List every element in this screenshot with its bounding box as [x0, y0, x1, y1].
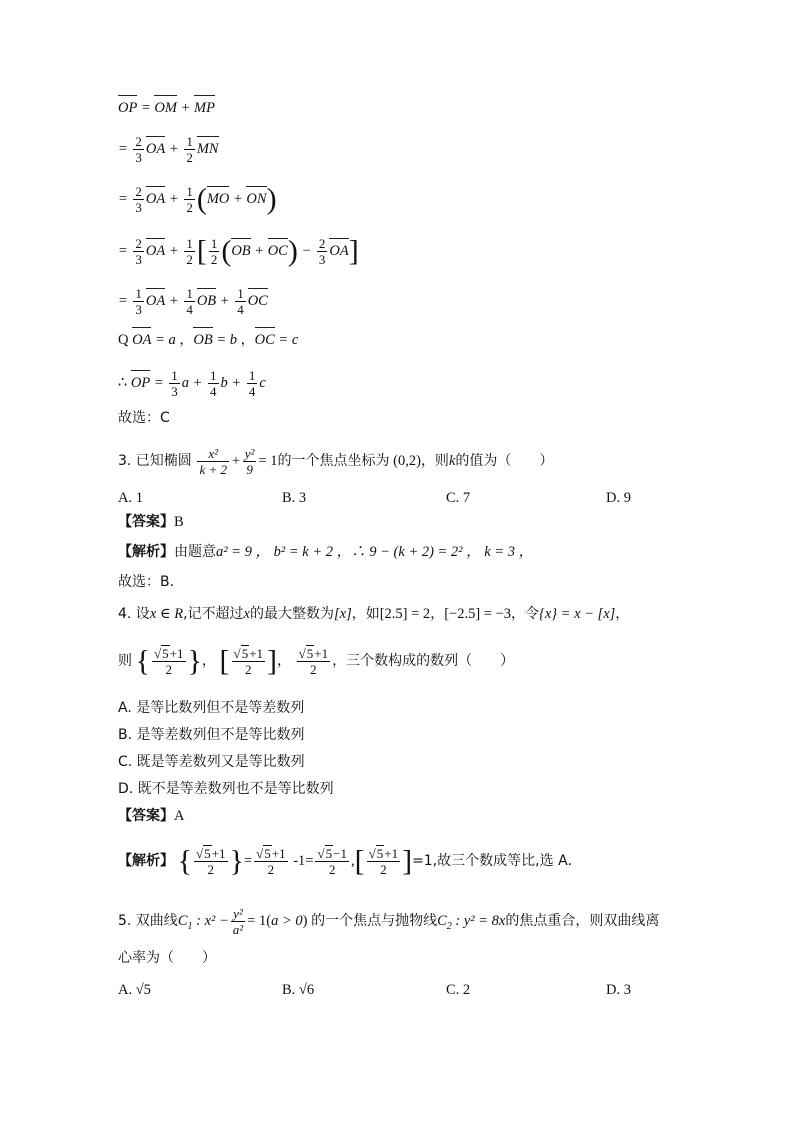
q4-stem-line-2: 则 { $\frac{√5+1}{2}$ }， [ $\frac{√5+1}{2}$ ]， $\frac{√5+1}{2}$ ，三个数构成的数列（ ） — [118, 644, 515, 678]
q4-answer: 【答案】A — [118, 808, 185, 824]
derivation-choice: 故选：C — [118, 410, 170, 426]
q3-analysis: 【解析】由题意a² = 9 ， b² = k + 2 ，∴ 9 − (k + 2) = 2² ， k = 3 ， — [118, 544, 534, 560]
q5-option-c: C. 2 — [446, 982, 471, 998]
q4-option-a: A. 是等比数列但不是等差数列 — [118, 700, 305, 716]
q4-option-d: D. 既不是等差数列也不是等比数列 — [118, 781, 334, 797]
derivation-line-5: = $\frac{1}{3}$ OA + $\frac{1}{4}$ OB + $\frac{1}{4}$ OC — [118, 286, 268, 317]
q5-option-a: A. √5 — [118, 982, 151, 998]
q5-option-b: B. √6 — [282, 982, 315, 998]
q5-stem-line-2: 心率为（ ） — [118, 950, 216, 966]
q3-option-b: B. 3 — [282, 490, 307, 506]
q3-choice: 故选：B． — [118, 574, 184, 590]
derivation-line-7: ∴ OP = $\frac{1}{3}$ a + $\frac{1}{4}$ b + $\frac{1}{4}$ c — [118, 368, 266, 399]
q4-stem-line-1: 4. 设x ∈ R,记不超过x的最大整数为[x]，如[2.5] = 2，[−2.5] = −3，令{x} = x − [x]， — [118, 606, 630, 622]
q4-option-b: B. 是等差数列但不是等比数列 — [118, 727, 305, 743]
q4-analysis: 【解析】 { $\frac{√5+1}{2}$ }= $\frac{√5+1}{2}$ -1= $\frac{√5-1}{2}$ ,[ $\frac{√5+1}{2}$ ]=1,故三个数成等比,选 A． — [118, 844, 582, 878]
q3-answer: 【答案】B — [118, 514, 184, 530]
derivation-line-1: OP = OM + MP — [118, 100, 215, 116]
q4-option-c: C. 既是等差数列又是等比数列 — [118, 754, 305, 770]
derivation-line-4: = $\frac{2}{3}$ OA + $\frac{1}{2}$ [ $\frac{1}{2}$ (OB + OC) − $\frac{2}{3}$ OA] — [118, 234, 359, 268]
q3-stem: 3. 已知椭圆 $\frac{\text{x²}}{k + 2}$ + $\frac{\text{y²}}{9}$ = 1的一个焦点坐标为 (0,2)，则k的值为（ ） — [118, 446, 554, 477]
derivation-line-3: = $\frac{2}{3}$ OA + $\frac{1}{2}$ (MO + ON) — [118, 182, 277, 216]
q3-option-a: A. 1 — [118, 490, 143, 506]
q5-stem-line-1: 5. 双曲线$C_1$ : x² − $\frac{\text{y²}}{\text{a²}}$ = 1(a > 0) 的一个焦点与抛物线$C_2$ : y² = 8x的焦点重合，则双曲线离 — [118, 906, 660, 937]
derivation-line-6: Q OA = a ，OB = b ，OC = c — [118, 332, 299, 348]
q5-option-d: D. 3 — [606, 982, 631, 998]
derivation-line-2: = $\frac{2}{3}$ OA + $\frac{1}{2}$ MN — [118, 134, 219, 165]
q3-option-d: D. 9 — [606, 490, 631, 506]
q3-option-c: C. 7 — [446, 490, 471, 506]
